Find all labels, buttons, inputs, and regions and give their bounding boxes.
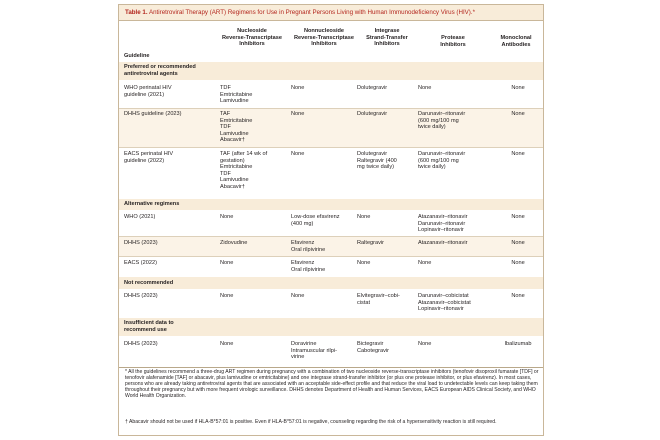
row-guideline: WHO (2021) [124, 214, 156, 220]
row-guideline: DHHS (2023) [124, 240, 158, 246]
row-pi: Darunavir–cobicistat Atazanavir–cobicistat Lopinavir–ritonavir [418, 293, 471, 312]
header-nrti: Nucleoside Reverse-Transcriptase Inhibitors [221, 28, 282, 48]
header-nnrti: Nonnucleoside Reverse-Transcriptase Inhibitors [293, 28, 354, 48]
header-guideline: Guideline [124, 53, 150, 59]
table-title-text: Antiretroviral Therapy (ART) Regimens for Use in Pregnant Persons Living with Human Immunodeficiency Virus (HIV).* [148, 9, 475, 16]
row-pi: None [418, 260, 432, 266]
row-insti: None [357, 214, 371, 220]
header-pi: Protease Inhibitors [440, 35, 466, 48]
table-number: Table 1. [125, 9, 148, 16]
table-row [119, 291, 543, 317]
row-guideline: DHHS (2023) [124, 293, 158, 299]
row-guideline: WHO perinatal HIV guideline (2021) [124, 85, 172, 98]
row-insti: Dolutegravir Raltegravir (400 mg twice daily) [357, 151, 397, 170]
row-nnrti: Efavirenz Oral rilpivirine [291, 260, 326, 273]
row-nrti: Zidovudine [220, 240, 248, 246]
section-preferred: Preferred or recommended antiretroviral agents [119, 62, 543, 80]
table-header [119, 21, 543, 63]
row-nrti: None [220, 293, 234, 299]
row-mab: None [511, 293, 525, 299]
footnote-star: * All the guidelines recommend a three-drug ART regimen during pregnancy with a combination of two nucleoside reverse-transcriptase inhibitors (tenofovir disoproxil fumarate [TDF] or tenofovir alafenamide [TAF] or abacavir, plus lamivudine or emtricitabine) and one integrase strand-transfer inhibitor (or plus one protease inhibitor, or plus efavirenz). In most cases, persons who are already taking antiretroviral agents that are associated with an acceptable side-effect profile and that reduce the viral load to undetectable levels can keep taking them throughout their pregnancy but with more frequent virologic surveillance. DHHS denotes Department of Health and Human Services, EACS European AIDS Clinical Society, and WHO World Health Organization. [125, 369, 539, 400]
row-pi: None [418, 85, 432, 91]
row-guideline: DHHS (2023) [124, 341, 158, 347]
row-insti: Elvitegravir–cobi- cistat [357, 293, 400, 306]
table-title [119, 5, 543, 21]
row-mab: Ibalizumab [504, 341, 532, 347]
row-divider [119, 147, 543, 148]
row-guideline: EACS perinatal HIV guideline (2022) [124, 151, 174, 164]
header-mab: Monoclonal Antibodies [500, 35, 532, 48]
row-nnrti: None [291, 293, 305, 299]
row-nnrti: None [291, 85, 305, 91]
row-insti: Raltegravir [357, 240, 385, 246]
row-mab: None [511, 240, 525, 246]
table-row [119, 109, 543, 147]
row-insti: Dolutegravir [357, 111, 388, 117]
row-insti: Bictegravir Cabotegravir [357, 341, 390, 354]
section-alternative: Alternative regimens [119, 199, 543, 210]
row-insti: None [357, 260, 371, 266]
footnote-dagger: † Abacavir should not be used if HLA-B*57:01 is positive. Even if HLA-B*57:01 is negative, counseling regarding the risk of a hypersensitivity reaction is still required. [125, 419, 497, 425]
row-mab: None [511, 151, 525, 157]
row-insti: Dolutegravir [357, 85, 388, 91]
row-pi: Darunavir–ritonavir (600 mg/100 mg twice daily) [418, 111, 466, 130]
row-mab: None [511, 85, 525, 91]
table-row [119, 149, 543, 199]
row-pi: Darunavir–ritonavir (600 mg/100 mg twice daily) [418, 151, 466, 170]
header-insti: Integrase Strand-Transfer Inhibitors [366, 28, 408, 48]
row-nrti: TAF (after 14 wk of gestation) Emtricitabine TDF Lamivudine Abacavir† [220, 151, 268, 190]
table-row [119, 212, 543, 237]
row-pi: Atazanavir–ritonavir [418, 240, 468, 246]
row-nrti: None [220, 341, 234, 347]
row-pi: Atazanavir–ritonavir Darunavir–ritonavir Lopinavir–ritonavir [418, 214, 468, 233]
row-mab: None [511, 260, 525, 266]
footnote-divider [119, 367, 543, 368]
row-guideline: EACS (2022) [124, 260, 157, 266]
row-nnrti: Doravirine Intramuscular rilpi- virine [291, 341, 338, 360]
row-nnrti: Efavirenz Oral rilpivirine [291, 240, 326, 253]
row-nnrti: None [291, 151, 305, 157]
section-insufficient-data: Insufficient data to recommend use [119, 318, 543, 336]
row-nrti: TAF Emtricitabine TDF Lamivudine Abacavir† [220, 111, 253, 143]
row-nrti: None [220, 214, 234, 220]
section-not-recommended: Not recommended [119, 277, 543, 289]
table-frame [118, 4, 544, 436]
row-nnrti: None [291, 111, 305, 117]
row-mab: None [511, 111, 525, 117]
row-nnrti: Low-dose efavirenz (400 mg) [291, 214, 340, 227]
row-nrti: None [220, 260, 234, 266]
table-row [119, 339, 543, 365]
row-nrti: TDF Emtricitabine Lamivudine [220, 85, 253, 104]
row-guideline: DHHS guideline (2023) [124, 111, 182, 117]
table-row [119, 257, 543, 277]
row-pi: None [418, 341, 432, 347]
table-row [119, 237, 543, 256]
table-row [119, 85, 543, 107]
row-mab: None [511, 214, 525, 220]
